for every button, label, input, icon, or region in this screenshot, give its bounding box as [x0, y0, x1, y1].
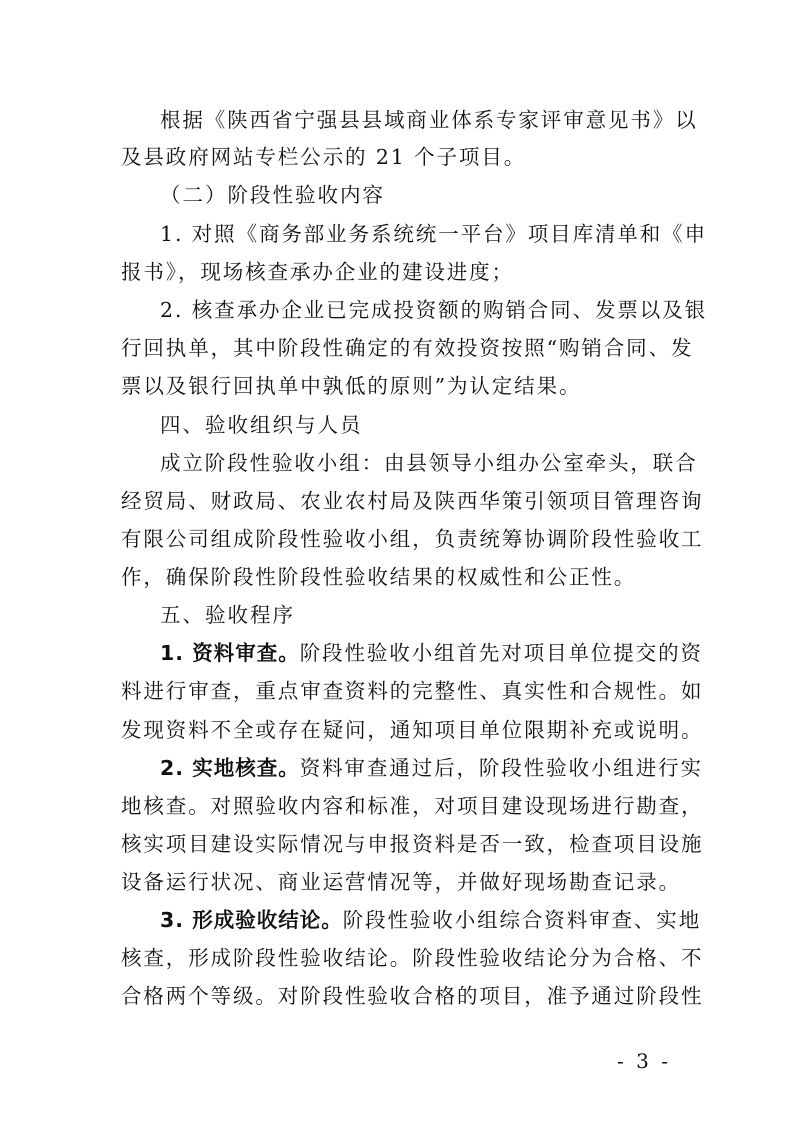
step-1-text: 阶段性验收小组首先对项目单位提交的资: [299, 641, 703, 665]
page-number: - 3 -: [617, 1049, 671, 1073]
step-1-title: 1. 资料审查。: [160, 641, 300, 665]
step-1-line-1: [160, 639, 720, 667]
step-3-line-1: [160, 906, 720, 934]
step-2-line-4: 设备运行状况、商业运营情况等，并做好现场勘查记录。: [121, 870, 681, 894]
section-4-heading: 四、验收组织与人员: [160, 413, 363, 437]
step-1-line-2: 料进行审查，重点审查资料的完整性、真实性和合规性。如: [121, 679, 704, 703]
step-3-line-3: 合格两个等级。对阶段性验收合格的项目，准予通过阶段性: [121, 984, 704, 1008]
organization-line-3: 有限公司组成阶段性验收小组，负责统筹协调阶段性验收工: [121, 527, 704, 551]
step-1-line-3: 发现资料不全或存在疑问，通知项目单位限期补充或说明。: [121, 718, 704, 742]
step-2-text: 资料审查通过后，阶段性验收小组进行实: [299, 756, 703, 780]
step-3-text: 阶段性验收小组综合资料审查、实地: [342, 908, 702, 932]
step-2-title: 2. 实地核查。: [160, 756, 300, 780]
organization-line-1: 成立阶段性验收小组：由县领导小组办公室牵头，联合: [160, 451, 698, 475]
item-2-line-1: 2. 核查承办企业已完成投资额的购销合同、发票以及银: [160, 298, 707, 322]
step-2-line-2: 地核查。对照验收内容和标准，对项目建设现场进行勘查，: [121, 794, 704, 818]
section-5-heading: 五、验收程序: [160, 603, 295, 627]
basis-paragraph-line-2: 及县政府网站专栏公示的 21 个子项目。: [121, 145, 527, 169]
item-2-line-2: 行回执单，其中阶段性确定的有效投资按照“购销合同、发: [121, 336, 694, 360]
organization-line-2: 经贸局、财政局、农业农村局及陕西华策引领项目管理咨询: [121, 489, 704, 513]
organization-line-4: 作，确保阶段性阶段性验收结果的权威性和公正性。: [121, 565, 637, 589]
step-2-line-1: [160, 754, 720, 782]
section-2-title: （二）阶段性验收内容: [160, 183, 385, 207]
item-1-line-1: 1. 对照《商务部业务系统统一平台》项目库清单和《申: [160, 222, 707, 246]
basis-paragraph-line-1: 根据《陕西省宁强县县域商业体系专家评审意见书》以: [160, 108, 698, 132]
item-1-line-2: 报书》，现场核查承办企业的建设进度；: [121, 260, 514, 284]
step-3-line-2: 核查，形成阶段性验收结论。阶段性验收结论分为合格、不: [121, 946, 704, 970]
item-2-line-3: 票以及银行回执单中孰低的原则”为认定结果。: [121, 374, 582, 398]
step-2-line-3: 核实项目建设实际情况与申报资料是否一致，检查项目设施: [121, 832, 704, 856]
step-3-title: 3. 形成验收结论。: [160, 908, 343, 932]
